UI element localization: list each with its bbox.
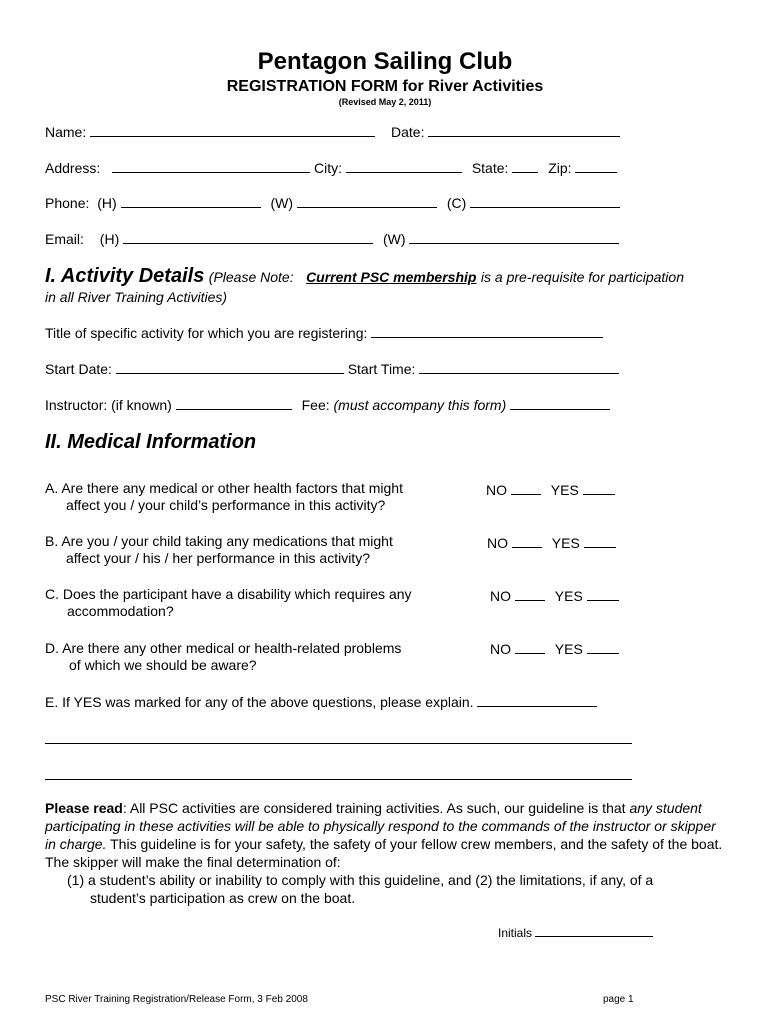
no-field[interactable] — [515, 640, 545, 654]
medical-question — [45, 533, 393, 567]
medical-info-heading: II. Medical Information — [45, 431, 257, 453]
yes-label: YES — [554, 641, 583, 657]
name-row — [45, 123, 375, 140]
start-date-field[interactable] — [116, 360, 344, 374]
explain-label: E. If YES was marked for any of the above questions, please explain. — [45, 694, 474, 710]
phone-work-field[interactable] — [297, 194, 437, 208]
phone-home-label: (H) — [97, 195, 117, 211]
revision-date: (Revised May 2, 2011) — [338, 97, 432, 107]
start-date-label: Start Date: — [45, 361, 112, 377]
answer-row — [486, 481, 615, 498]
email-label: Email: — [45, 231, 84, 247]
activity-title-label: Title of specific activity for which you are registering: — [45, 325, 368, 341]
please-read-text2: This guideline is for your safety, the safety of your fellow crew members, and the safety of the boat. The skipper will make the final determination of: — [45, 836, 723, 870]
yes-label: YES — [551, 535, 580, 551]
no-field[interactable] — [515, 587, 545, 601]
state-label: State: — [471, 160, 509, 176]
medical-question — [45, 480, 403, 514]
answer-row — [490, 587, 619, 604]
phone-work-label: (W) — [270, 195, 294, 211]
question-line1: C. Does the participant have a disability which requires any — [45, 586, 412, 602]
instructor-label: Instructor: (if known) — [45, 397, 172, 413]
date-label: Date: — [391, 124, 425, 140]
question-line2: affect you / your child’s performance in this activity? — [66, 497, 386, 513]
question-line1: A. Are there any medical or other health factors that might — [45, 480, 403, 496]
yes-field[interactable] — [587, 640, 619, 654]
email-row — [45, 230, 619, 247]
please-read-item-line1: (1) a student’s ability or inability to comply with this guideline, and (2) the limitations, if any, of a — [67, 872, 654, 888]
activity-title-field[interactable] — [371, 324, 603, 338]
yes-label: YES — [550, 482, 579, 498]
email-work-label: (W) — [383, 231, 406, 247]
explain-field[interactable] — [477, 693, 597, 707]
answer-row — [487, 534, 616, 551]
question-line1: D. Are there any other medical or health-related problems — [45, 640, 402, 656]
fee-field[interactable] — [510, 396, 610, 410]
name-field[interactable] — [90, 123, 375, 137]
email-work-field[interactable] — [409, 230, 619, 244]
yes-label: YES — [554, 588, 583, 604]
medical-question — [45, 586, 412, 620]
phone-cell-label: (C) — [446, 195, 467, 211]
form-subtitle: REGISTRATION FORM for River Activities — [226, 78, 544, 95]
fee-note: (must accompany this form) — [333, 397, 507, 413]
initials-field[interactable] — [535, 925, 653, 937]
activity-details-heading: I. Activity Details — [45, 265, 205, 287]
please-read-text1: : All PSC activities are considered training activities. As such, our guideline is that — [122, 800, 630, 816]
answer-row — [490, 640, 619, 657]
email-home-label: (H) — [99, 231, 120, 247]
no-label: NO — [487, 535, 508, 551]
club-title: Pentagon Sailing Club — [257, 48, 513, 75]
address-label: Address: — [45, 160, 101, 176]
membership-note-line2: in all River Training Activities) — [45, 289, 228, 305]
activity-details-heading-row — [45, 265, 684, 288]
address-row — [45, 159, 617, 176]
membership-note-post: is a pre-requisite for participation — [480, 269, 684, 285]
question-line2: affect your / his / her performance in this activity? — [66, 550, 370, 566]
no-field[interactable] — [511, 481, 541, 495]
instructor-row — [45, 396, 610, 413]
start-time-label: Start Time: — [347, 361, 416, 377]
no-label: NO — [486, 482, 507, 498]
footer-page-number: page 1 — [603, 994, 634, 1005]
phone-cell-field[interactable] — [470, 194, 620, 208]
activity-title-row — [45, 324, 603, 341]
fee-label: Fee: — [301, 397, 330, 413]
no-label: NO — [490, 588, 511, 604]
no-field[interactable] — [512, 534, 542, 548]
please-read-label: Please read — [45, 800, 123, 816]
date-row — [391, 123, 620, 140]
phone-home-field[interactable] — [121, 194, 261, 208]
please-read-paragraph — [45, 799, 725, 871]
yes-field[interactable] — [584, 534, 616, 548]
please-read-item-line2: student’s participation as crew on the boat. — [90, 890, 356, 906]
medical-question — [45, 640, 401, 674]
date-field[interactable] — [428, 123, 620, 137]
explain-row — [45, 693, 597, 710]
question-line2: of which we should be aware? — [69, 657, 257, 673]
zip-field[interactable] — [575, 159, 617, 173]
zip-label: Zip: — [548, 160, 572, 176]
instructor-field[interactable] — [176, 396, 292, 410]
initials-label: Initials — [498, 926, 533, 940]
membership-note-bold: Current PSC membership — [306, 269, 477, 285]
yes-field[interactable] — [583, 481, 615, 495]
address-field[interactable] — [112, 159, 310, 173]
question-line2: accommodation? — [67, 603, 174, 619]
question-line1: B. Are you / your child taking any medications that might — [45, 533, 393, 549]
yes-field[interactable] — [587, 587, 619, 601]
start-row — [45, 360, 619, 377]
city-field[interactable] — [346, 159, 462, 173]
membership-note-pre: (Please Note: — [208, 269, 294, 285]
no-label: NO — [490, 641, 511, 657]
footer-form-id: PSC River Training Registration/Release Form, 3 Feb 2008 — [45, 994, 308, 1005]
explain-line-3[interactable] — [45, 779, 632, 780]
email-home-field[interactable] — [123, 230, 373, 244]
initials-row — [498, 925, 653, 940]
phone-label: Phone: — [45, 195, 90, 211]
start-time-field[interactable] — [419, 360, 619, 374]
state-field[interactable] — [512, 159, 538, 173]
city-label: City: — [314, 160, 343, 176]
phone-row — [45, 194, 620, 211]
please-read-guideline: any student participating in these activities will be able to physically respond to the commands of the instructor or skipper in charge. — [45, 800, 716, 852]
explain-line-2[interactable] — [45, 743, 632, 744]
name-label: Name: — [45, 124, 87, 140]
